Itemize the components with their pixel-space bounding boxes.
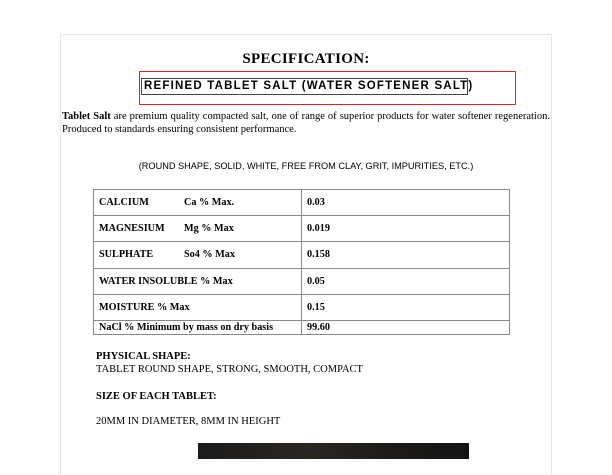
param-cell	[94, 242, 302, 268]
spec-table	[93, 189, 510, 335]
param-cell: NaCl % Minimum by mass on dry basis	[94, 320, 302, 334]
param-name: MAGNESIUM	[99, 223, 165, 235]
param-unit: Mg % Max	[184, 223, 234, 235]
description-note: (ROUND SHAPE, SOLID, WHITE, FREE FROM CLAY, GRIT, IMPURITIES, ETC.)	[138, 161, 474, 171]
param-name: CALCIUM	[99, 197, 149, 209]
intro-text: are premium quality compacted salt, one of range of superior products for water softener regeneration. Produced to standards ensuring consistent performance.	[62, 111, 550, 135]
tablet-size-heading: SIZE OF EACH TABLET:	[96, 391, 217, 402]
table-row	[94, 190, 510, 216]
param-name: SULPHATE	[99, 249, 154, 261]
value-cell: 0.15	[302, 294, 510, 320]
physical-shape-text: TABLET ROUND SHAPE, STRONG, SMOOTH, COMPACT	[96, 364, 363, 375]
param-unit: So4 % Max	[184, 249, 235, 261]
physical-shape-heading: PHYSICAL SHAPE:	[96, 351, 191, 362]
tablet-size-text: 20MM IN DIAMETER, 8MM IN HEIGHT	[96, 416, 281, 427]
value-cell: 0.03	[302, 190, 510, 216]
product-name: REFINED TABLET SALT (WATER SOFTENER SALT)	[141, 78, 468, 95]
table-row	[94, 242, 510, 268]
page-title: SPECIFICATION:	[242, 51, 370, 67]
param-cell: MOISTURE % Max	[94, 294, 302, 320]
table-row	[94, 268, 510, 294]
param-cell	[94, 216, 302, 242]
param-cell: WATER INSOLUBLE % Max	[94, 268, 302, 294]
product-photo	[198, 443, 469, 459]
value-cell: 99.60	[302, 320, 510, 334]
intro-paragraph	[62, 110, 550, 136]
value-cell: 0.019	[302, 216, 510, 242]
value-cell: 0.158	[302, 242, 510, 268]
param-cell	[94, 190, 302, 216]
value-cell: 0.05	[302, 268, 510, 294]
table-row	[94, 216, 510, 242]
param-unit: Ca % Max.	[184, 197, 235, 209]
intro-lead: Tablet Salt	[62, 111, 111, 122]
table-row	[94, 294, 510, 320]
table-row	[94, 320, 510, 334]
